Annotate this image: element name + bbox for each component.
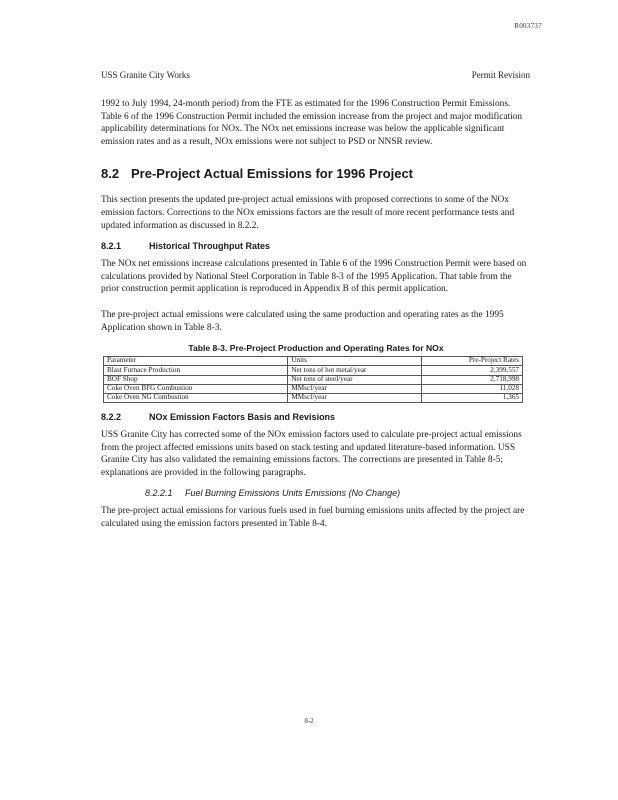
table-row [104, 393, 523, 402]
section-title: Fuel Burning Emissions Units Emissions (No Change) [185, 488, 401, 499]
table-cell: Net tons of steel/year [288, 375, 422, 384]
section-title: NOx Emission Factors Basis and Revisions [149, 412, 336, 423]
page-number: 8-2 [304, 717, 314, 725]
column-header: Pre-Project Rates [422, 357, 523, 366]
table-cell: MMscf/year [288, 393, 422, 402]
section-8-2-2-heading [101, 412, 531, 422]
document-body [101, 98, 531, 531]
section-8-2-paragraph: This section presents the updated pre-project actual emissions with proposed corrections to some of the NOx emission factors. Corrections to the NOx emissions factors are the result of more recent performance tests and updated information as discussed in 8.2.2. [101, 195, 515, 231]
table-row [104, 384, 523, 393]
section-number: 8.2.1 [101, 241, 122, 252]
table-cell: Net tons of hot metal/year [288, 366, 422, 375]
document-number: R003737 [514, 22, 542, 30]
header-left: USS Granite City Works [101, 70, 190, 80]
section-8-2-2-paragraph: USS Granite City has corrected some of the NOx emission factors used to calculate pre-project actual emissions from the project affected emissions units based on stack testing and updated literature-based information. USS Granite City has also validated the remaining emissions factors. The corrections are presented in Table 8-5; explanations are provided in the following paragraphs. [101, 430, 522, 478]
header-right: Permit Revision [471, 70, 530, 80]
table-cell: Blast Furnace Production [104, 366, 288, 375]
production-rates-table [103, 356, 523, 403]
section-8-2-1-paragraph-1: The NOx net emissions increase calculations presented in Table 6 of the 1996 Construction Permit were based on calculations provided by National Steel Corporation in Table 8-3 of the 1995 Application. That table from the prior construction permit application is reproduced in Appendix B of this permit application. [101, 259, 527, 295]
section-number: 8.2 [101, 166, 120, 182]
table-cell: MMscf/year [288, 384, 422, 393]
table-row [104, 366, 523, 375]
section-8-2-1-heading [101, 241, 531, 251]
column-header: Parameter [104, 357, 288, 366]
table-caption: Table 8-3. Pre-Project Production and Operating Rates for NOx [188, 343, 444, 354]
section-title: Historical Throughput Rates [149, 241, 271, 252]
section-8-2-heading [101, 166, 531, 181]
column-header: Units [288, 357, 422, 366]
section-8-2-2-1-heading [145, 488, 531, 498]
table-row [104, 375, 523, 384]
table-cell: 1,365 [422, 393, 523, 402]
section-8-2-1-paragraph-2: The pre-project actual emissions were calculated using the same production and operating rates as the 1995 Application shown in Table 8-3. [101, 309, 504, 333]
table-cell: 2,399,557 [422, 366, 523, 375]
section-8-2-2-1-paragraph: The pre-project actual emissions for various fuels used in fuel burning emissions units affected by the project are calculated using the emission factors presented in Table 8-4. [101, 506, 525, 530]
page-header [101, 70, 530, 80]
table-cell: 11,028 [422, 384, 523, 393]
section-number: 8.2.2 [101, 412, 122, 423]
intro-paragraph: 1992 to July 1994, 24-month period) from the FTE as estimated for the 1996 Construction Permit Emissions. Table 6 of the 1996 Construction Permit included the emission increase from the project and major modification applicability determinations for NOx. The NOx net emissions increase was below the applicable significant emission rates and as a result, NOx emissions were not subject to PSD or NNSR review. [101, 99, 523, 147]
section-number: 8.2.2.1 [145, 488, 173, 499]
table-cell: 2,718,998 [422, 375, 523, 384]
section-title: Pre-Project Actual Emissions for 1996 Project [131, 166, 414, 182]
table-header-row [104, 357, 523, 366]
table-cell: BOF Shop [104, 375, 288, 384]
table-cell: Coke Oven BFG Combustion [104, 384, 288, 393]
table-cell: Coke Oven NG Combustion [104, 393, 288, 402]
